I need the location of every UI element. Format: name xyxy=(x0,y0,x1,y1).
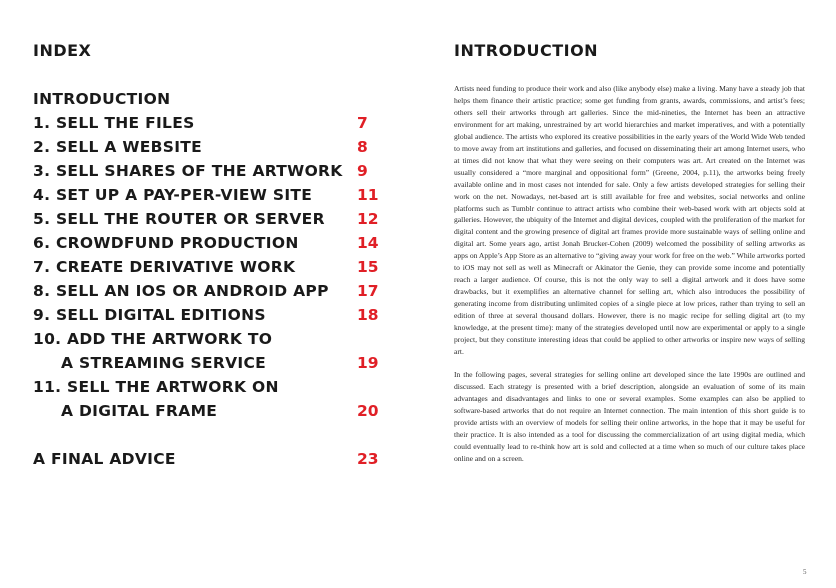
toc-entry-title: 11. SELL THE ARTWORK ON xyxy=(33,378,279,396)
toc-entry-page: 17 xyxy=(357,282,379,300)
toc-entry[interactable] xyxy=(33,282,383,302)
toc-entry-page: 11 xyxy=(357,186,379,204)
toc-entry[interactable] xyxy=(33,234,383,254)
toc-entry-page: 12 xyxy=(357,210,379,228)
toc-entry-page: 8 xyxy=(357,138,368,156)
toc-entry-page: 18 xyxy=(357,306,379,324)
toc-entry[interactable] xyxy=(33,114,383,134)
toc-entry-title-continued: A DIGITAL FRAME xyxy=(61,402,218,420)
introduction-page xyxy=(418,0,836,588)
toc-entry[interactable] xyxy=(33,162,383,182)
toc-entry-continuation[interactable] xyxy=(33,354,383,374)
toc-entry[interactable] xyxy=(33,450,383,470)
toc-entry[interactable] xyxy=(33,306,383,326)
toc-entry-page: 20 xyxy=(357,402,379,420)
toc-entry-title: 7. CREATE DERIVATIVE WORK xyxy=(33,258,296,276)
toc-entry[interactable] xyxy=(33,378,383,398)
toc-entry-page: 15 xyxy=(357,258,379,276)
toc-entry[interactable] xyxy=(33,138,383,158)
toc-entry-title: A FINAL ADVICE xyxy=(33,450,176,468)
toc-entry[interactable] xyxy=(33,258,383,278)
index-heading: INDEX xyxy=(33,41,92,60)
paragraph: Artists need funding to produce their work and also (like anybody else) make a living. Many have a steady job that helps them finance their artistic practice; some get funding from grants, awards, commissions, and artist’s fees; others sell their artworks through art galleries. Since the mid-nineties, the Internet has been an attractive environment for art making, unrestrained by art world hierarchies and market imperatives, and with a potentially global audience. The artists who explored its creative possibilities in the early years of the World Wide Web tended to move away from art institutions and galleries, and focused on disseminating their art among Internet users, who at times did not know that what they were seeing on their computers was art. Art created on the Internet was usually considered a “more marginal and oppositional form” (Greene, 2004, p.11), the artworks being freely available online and in most cases not intended for sale. Only a few artists developed strategies for selling their work on the net. Nowadays, net-based art is still available for free and websites, social networks and online platforms such as Tumblr continue to attract artists who combine their web-based work with art objects sold at galleries. However, the ubiquity of the Internet and digital devices, coupled with the proliferation of the market for digital content and the growing presence of digital art frames provide more sustainable ways of selling online and digital art. Some years ago, artist Jonah Brucker-Cohen (2009) welcomed the possibility of selling artworks as apps on Apple’s App Store as an alternative to “giving away your work for free on the web.” While artworks ported to iOS may not sell as well as Minecraft or Akinator the Genie, they can provide some income and potentially reach a larger audience. Of course, this is not the only way to sell a digital artwork and it does have some drawbacks, but it exemplifies an alternative channel for selling art, which also introduces the possibility of generating income from distributing unlimited copies of a single piece at low prices, rather than trying to sell an edition of three at several thousand dollars. However, there is no magic recipe for selling digital art (to my knowledge, at the present time): many of the strategies developed until now are experimental or apply to a single project, but they constitute interesting ideas that could be applied to other artworks or inspire new ways of selling art. xyxy=(454,84,805,356)
toc-entry-page: 7 xyxy=(357,114,368,132)
toc-entry-title: 10. ADD THE ARTWORK TO xyxy=(33,330,273,348)
toc-entry-title: 8. SELL AN IOS OR ANDROID APP xyxy=(33,282,329,300)
toc-entry-title: 6. CROWDFUND PRODUCTION xyxy=(33,234,299,252)
toc-entry-page: 19 xyxy=(357,354,379,372)
toc-entry-title: 9. SELL DIGITAL EDITIONS xyxy=(33,306,266,324)
paragraph: In the following pages, several strategies for selling online art developed since the late 1990s are outlined and discussed. Each strategy is presented with a brief description, alongside an evaluation of some of its main advantages and disadvantages and links to one or several examples. Some examples can also be applied to software-based artworks that do not require an Internet connection. The main intention of this short guide is to provide artists with an overview of models for selling their online artworks, in the hope that it may be useful for their practice. It is also intended as a tool for discussing the commercialization of art using digital media, which could eventually lead to re-think how art is sold and collected at a time when so much of our culture takes place online and on a screen. xyxy=(454,369,805,463)
toc-entry-title: 3. SELL SHARES OF THE ARTWORK xyxy=(33,162,343,180)
toc-introduction[interactable]: INTRODUCTION xyxy=(33,90,171,108)
page-number: 5 xyxy=(803,568,807,576)
introduction-body xyxy=(454,83,805,465)
toc-entry-page: 14 xyxy=(357,234,379,252)
toc-entry[interactable] xyxy=(33,330,383,350)
toc-entry-page: 9 xyxy=(357,162,368,180)
toc-entry-title: 2. SELL A WEBSITE xyxy=(33,138,203,156)
introduction-heading: INTRODUCTION xyxy=(454,41,599,60)
toc-entry-title: 5. SELL THE ROUTER OR SERVER xyxy=(33,210,325,228)
toc-entry-continuation[interactable] xyxy=(33,402,383,422)
toc-entry-title-continued: A STREAMING SERVICE xyxy=(61,354,267,372)
toc-entry-page: 23 xyxy=(357,450,379,468)
toc-entry[interactable] xyxy=(33,210,383,230)
toc-entry-title: 1. SELL THE FILES xyxy=(33,114,195,132)
toc-entry[interactable] xyxy=(33,186,383,206)
toc-entry-title: 4. SET UP A PAY-PER-VIEW SITE xyxy=(33,186,313,204)
